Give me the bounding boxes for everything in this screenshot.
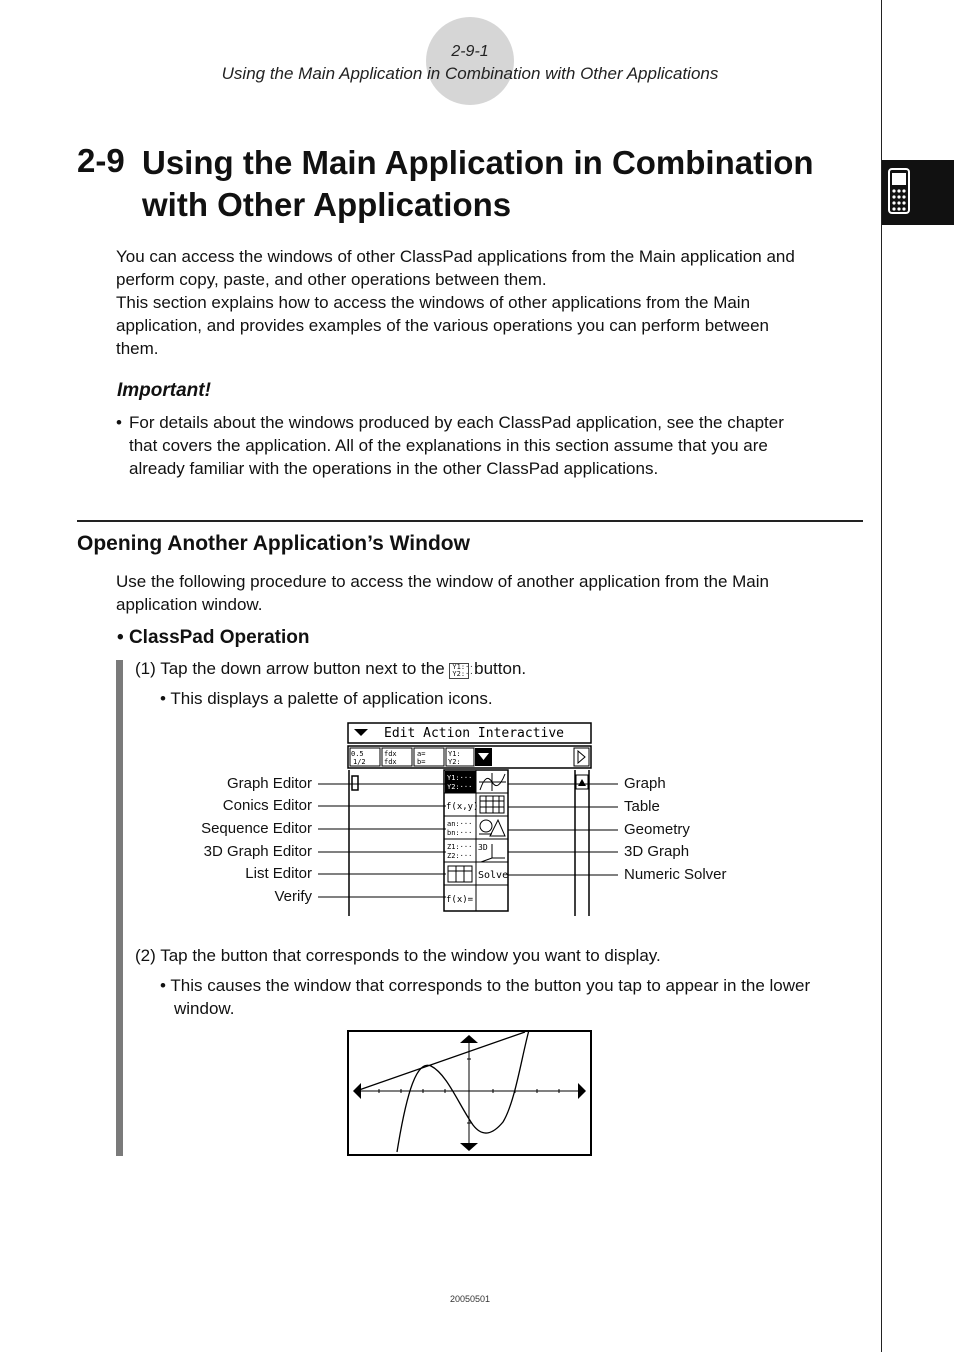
callout-3d-graph: 3D Graph	[624, 843, 690, 860]
toolbar-glyph: 0.5	[351, 750, 364, 758]
footer-code: 20050501	[449, 1294, 491, 1304]
toolbar-glyph: Y2:	[448, 758, 461, 766]
callout-sequence-editor: Sequence Editor	[201, 820, 312, 837]
palette-glyph: Z2:···	[447, 852, 473, 860]
icon-line: Y1:···	[452, 663, 478, 671]
bullet-line: already familiar with the operations in the other ClassPad applications.	[129, 459, 659, 478]
toolbar-glyph: fdx	[384, 750, 397, 758]
toolbar-glyph: a=	[417, 750, 426, 758]
calculator-icon	[888, 168, 910, 214]
graph-editor-button-icon	[449, 663, 478, 679]
section-number: 2-9	[77, 142, 125, 179]
intro-line: This section explains how to access the windows of other applications from the Main	[116, 293, 751, 312]
step-note-text: This displays a palette of application icons.	[170, 689, 493, 708]
graph-window	[347, 1030, 592, 1156]
palette-glyph: Y2:···	[447, 783, 473, 791]
palette-conics-editor[interactable]: f(x,y)	[446, 802, 479, 812]
step-text: Tap the button that corresponds to the window you want to display.	[160, 946, 661, 965]
toolbar-glyph: 1/2	[353, 758, 366, 766]
page-number-badge	[426, 17, 514, 105]
intro-line: perform copy, paste, and other operations between them.	[116, 270, 547, 289]
palette-verify[interactable]: f(x)=	[446, 895, 474, 905]
subsection-intro	[116, 570, 866, 616]
callout-3d-graph-editor: 3D Graph Editor	[203, 843, 312, 860]
step-number: (2)	[135, 946, 156, 965]
step-text: button.	[474, 659, 527, 678]
palette-glyph: Y1:···	[447, 774, 473, 782]
menu-bar-text: Edit Action Interactive	[384, 726, 565, 741]
step-note-text: window.	[174, 999, 235, 1018]
subsection-intro-line: application window.	[116, 595, 263, 614]
callout-conics-editor: Conics Editor	[222, 797, 312, 814]
callout-graph-editor: Graph Editor	[226, 775, 312, 792]
step-2	[135, 944, 661, 967]
palette-glyph: Z1:···	[447, 843, 473, 851]
important-bullet: • For details about the windows produced by each ClassPad application, see the chapter that covers the application. All of the explanations in this section assume that you are already familiar with the operations in the other ClassPad applications.	[116, 411, 866, 480]
step-1-note: • This displays a palette of application icons.	[160, 689, 493, 708]
running-title: Using the Main Application in Combination with Other Applications	[221, 64, 719, 83]
palette-glyph: 3D	[478, 843, 488, 852]
toolbar-scroll-right[interactable]	[574, 748, 589, 766]
important-heading: Important!	[117, 380, 211, 401]
toolbar-glyph: b=	[417, 758, 426, 766]
subsection-intro-line: Use the following procedure to access the window of another application from the Main	[116, 572, 769, 591]
callout-geometry: Geometry	[624, 821, 690, 838]
bullet-line: For details about the windows produced by each ClassPad application, see the chapter	[129, 413, 784, 432]
section-title	[142, 142, 862, 226]
step-2-note: • This causes the window that corresponds to the button you tap to appear in the lower window.	[160, 974, 870, 1020]
step-text: Tap the down arrow button next to the	[160, 659, 445, 678]
callout-table: Table	[624, 798, 660, 815]
section-title-line2: with Other Applications	[142, 186, 512, 223]
callout-verify: Verify	[274, 888, 312, 905]
palette-glyph: bn:···	[447, 829, 473, 837]
icon-line: Y2:···	[452, 670, 478, 678]
page-number: 2-9-1	[451, 43, 489, 60]
callout-list-editor: List Editor	[245, 865, 312, 882]
step-1	[135, 657, 526, 680]
palette-glyph: an:···	[447, 820, 473, 828]
step-number: (1)	[135, 659, 156, 678]
toolbar-glyph: fdx	[384, 758, 397, 766]
section-divider	[77, 520, 863, 522]
toolbar-glyph: Y1:	[448, 750, 461, 758]
procedure-bar	[116, 660, 123, 1156]
bullet-dot: •	[117, 627, 129, 648]
intro-line: You can access the windows of other ClassPad applications from the Main application and	[116, 247, 795, 266]
intro-line: application, and provides examples of the various operations you can perform between	[116, 316, 769, 335]
step-note-text: This causes the window that corresponds to the button you tap to appear in the lower	[170, 976, 811, 995]
operation-heading-text: ClassPad Operation	[128, 627, 310, 648]
section-title-line1: Using the Main Application in Combination	[142, 144, 814, 181]
palette-numeric-solver[interactable]: Solve	[478, 870, 509, 881]
intro-paragraph	[116, 245, 866, 360]
bullet-line: that covers the application. All of the explanations in this section assume that you are	[129, 436, 768, 455]
callout-graph: Graph	[624, 775, 666, 792]
operation-heading	[117, 627, 310, 649]
intro-line: them.	[116, 339, 159, 358]
subsection-title: Opening Another Application’s Window	[77, 532, 470, 555]
callout-lines	[310, 770, 630, 910]
callout-numeric-solver: Numeric Solver	[624, 866, 727, 883]
